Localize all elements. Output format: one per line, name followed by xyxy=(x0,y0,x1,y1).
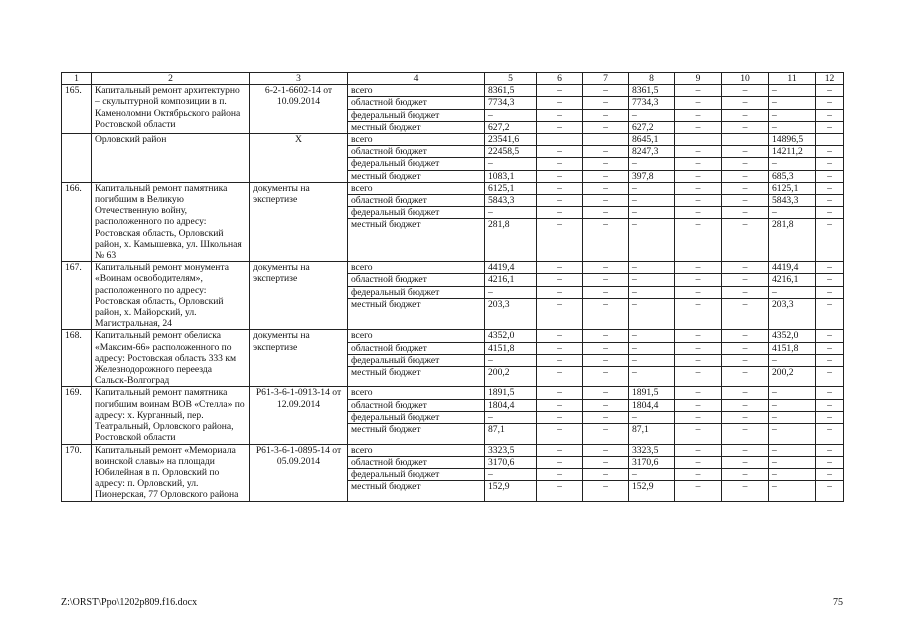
amount-cell xyxy=(675,134,722,146)
amount-cell: – xyxy=(722,342,769,354)
budget-source-label: всего xyxy=(348,262,485,274)
amount-cell: 1891,5 xyxy=(485,387,537,399)
amount-cell: – xyxy=(722,298,769,330)
object-description: Капитальный ремонт «Мемориала воинской славы» на площади Юбилейная в п. Орловский по адресу: п. Орловский, ул. Пионерская, 77 Орловского района xyxy=(92,444,250,501)
amount-cell: – xyxy=(816,121,844,133)
amount-cell: – xyxy=(769,387,816,399)
amount-cell: – xyxy=(816,195,844,207)
amount-cell: – xyxy=(816,456,844,468)
amount-cell: – xyxy=(675,182,722,194)
amount-cell: – xyxy=(722,170,769,182)
amount-cell: – xyxy=(537,367,583,387)
amount-cell: 3170,6 xyxy=(629,456,675,468)
amount-cell: – xyxy=(537,85,583,97)
amount-cell: – xyxy=(629,342,675,354)
amount-cell: – xyxy=(722,367,769,387)
amount-cell: – xyxy=(816,219,844,262)
budget-source-label: областной бюджет xyxy=(348,399,485,411)
amount-cell: – xyxy=(583,207,629,219)
amount-cell: – xyxy=(537,354,583,366)
object-description: Капитальный ремонт архитектурно – скульптурной композиции в п. Каменоломни Октябрьского района Ростовской области xyxy=(92,85,250,134)
amount-cell: – xyxy=(675,298,722,330)
budget-source-label: местный бюджет xyxy=(348,219,485,262)
amount-cell: 200,2 xyxy=(485,367,537,387)
amount-cell: – xyxy=(722,121,769,133)
amount-cell: 8361,5 xyxy=(485,85,537,97)
budget-source-label: местный бюджет xyxy=(348,481,485,501)
amount-cell: 6125,1 xyxy=(485,182,537,194)
amount-cell: – xyxy=(675,354,722,366)
budget-source-label: местный бюджет xyxy=(348,424,485,444)
file-path-footer: Z:\ORST\Ppo\1202p809.f16.docx xyxy=(61,597,198,608)
budget-source-label: федеральный бюджет xyxy=(348,286,485,298)
amount-cell: – xyxy=(722,262,769,274)
amount-cell: 1804,4 xyxy=(629,399,675,411)
amount-cell: – xyxy=(722,97,769,109)
budget-source-label: всего xyxy=(348,387,485,399)
amount-cell: – xyxy=(583,330,629,342)
amount-cell: – xyxy=(537,219,583,262)
amount-cell: – xyxy=(722,207,769,219)
amount-cell: – xyxy=(485,286,537,298)
amount-cell: – xyxy=(537,274,583,286)
amount-cell: 7734,3 xyxy=(485,97,537,109)
amount-cell: – xyxy=(816,481,844,501)
amount-cell: 4151,8 xyxy=(769,342,816,354)
amount-cell: – xyxy=(816,85,844,97)
amount-cell xyxy=(537,134,583,146)
amount-cell: – xyxy=(769,424,816,444)
amount-cell: 4352,0 xyxy=(485,330,537,342)
amount-cell: 203,3 xyxy=(769,298,816,330)
amount-cell: – xyxy=(675,85,722,97)
table-row xyxy=(62,262,844,274)
amount-cell: 7734,3 xyxy=(629,97,675,109)
amount-cell: – xyxy=(629,298,675,330)
amount-cell: – xyxy=(722,274,769,286)
amount-cell: – xyxy=(537,444,583,456)
amount-cell: – xyxy=(722,411,769,423)
amount-cell: 14896,5 xyxy=(769,134,816,146)
page-number: 75 xyxy=(833,597,843,608)
amount-cell: 5843,3 xyxy=(485,195,537,207)
amount-cell: – xyxy=(722,195,769,207)
budget-source-label: областной бюджет xyxy=(348,274,485,286)
amount-cell: – xyxy=(583,468,629,480)
amount-cell: – xyxy=(537,97,583,109)
budget-source-label: федеральный бюджет xyxy=(348,109,485,121)
amount-cell: – xyxy=(629,207,675,219)
expertise-document: Р61-3-6-1-0913-14 от 12.09.2014 xyxy=(250,387,348,444)
amount-cell: – xyxy=(485,468,537,480)
amount-cell: – xyxy=(675,219,722,262)
column-header: 7 xyxy=(583,73,629,85)
amount-cell: – xyxy=(537,207,583,219)
budget-source-label: областной бюджет xyxy=(348,146,485,158)
amount-cell: – xyxy=(816,444,844,456)
amount-cell: – xyxy=(629,330,675,342)
amount-cell: – xyxy=(722,158,769,170)
expertise-document: документы на экспертизе xyxy=(250,262,348,330)
amount-cell: 685,3 xyxy=(769,170,816,182)
column-header: 3 xyxy=(250,73,348,85)
amount-cell: 8247,3 xyxy=(629,146,675,158)
amount-cell: – xyxy=(722,85,769,97)
amount-cell: – xyxy=(722,330,769,342)
amount-cell: – xyxy=(675,207,722,219)
amount-cell: – xyxy=(769,481,816,501)
amount-cell: – xyxy=(485,109,537,121)
amount-cell: – xyxy=(537,481,583,501)
amount-cell: – xyxy=(583,444,629,456)
amount-cell: – xyxy=(629,195,675,207)
amount-cell: – xyxy=(769,354,816,366)
expertise-document: Р61-3-6-1-0895-14 от 05.09.2014 xyxy=(250,444,348,501)
amount-cell: – xyxy=(675,444,722,456)
budget-source-label: всего xyxy=(348,134,485,146)
amount-cell: – xyxy=(583,298,629,330)
amount-cell: – xyxy=(629,219,675,262)
amount-cell: – xyxy=(537,298,583,330)
amount-cell: – xyxy=(675,424,722,444)
amount-cell: – xyxy=(816,170,844,182)
amount-cell: – xyxy=(537,424,583,444)
amount-cell: – xyxy=(675,158,722,170)
column-header: 6 xyxy=(537,73,583,85)
object-description: Капитальный ремонт памятника погибшим воинам ВОВ «Стелла» по адресу: х. Курганный, пер. Театральный, Орловского района, Ростовской области xyxy=(92,387,250,444)
amount-cell: 4419,4 xyxy=(485,262,537,274)
amount-cell: – xyxy=(583,182,629,194)
amount-cell: 627,2 xyxy=(485,121,537,133)
amount-cell: – xyxy=(537,456,583,468)
amount-cell: – xyxy=(583,424,629,444)
amount-cell: – xyxy=(675,330,722,342)
amount-cell: – xyxy=(769,286,816,298)
table-row xyxy=(62,330,844,342)
amount-cell: – xyxy=(675,468,722,480)
amount-cell: – xyxy=(537,286,583,298)
amount-cell: – xyxy=(583,121,629,133)
item-number: 167. xyxy=(62,262,92,330)
amount-cell: – xyxy=(816,298,844,330)
amount-cell: – xyxy=(537,109,583,121)
item-number: 166. xyxy=(62,182,92,261)
amount-cell: – xyxy=(675,146,722,158)
budget-source-label: всего xyxy=(348,330,485,342)
amount-cell: – xyxy=(583,399,629,411)
amount-cell: – xyxy=(583,387,629,399)
amount-cell: 87,1 xyxy=(629,424,675,444)
amount-cell: 1891,5 xyxy=(629,387,675,399)
table-row xyxy=(62,182,844,194)
amount-cell: – xyxy=(722,219,769,262)
amount-cell: – xyxy=(816,97,844,109)
budget-source-label: всего xyxy=(348,444,485,456)
column-header: 5 xyxy=(485,73,537,85)
amount-cell: 4352,0 xyxy=(769,330,816,342)
table-row xyxy=(62,444,844,456)
amount-cell: – xyxy=(816,342,844,354)
amount-cell: – xyxy=(722,424,769,444)
amount-cell: – xyxy=(675,286,722,298)
amount-cell: – xyxy=(816,274,844,286)
amount-cell: – xyxy=(769,158,816,170)
amount-cell: – xyxy=(485,354,537,366)
amount-cell: – xyxy=(722,109,769,121)
amount-cell: – xyxy=(485,158,537,170)
amount-cell: – xyxy=(769,121,816,133)
budget-source-label: местный бюджет xyxy=(348,121,485,133)
amount-cell: – xyxy=(583,456,629,468)
amount-cell: 152,9 xyxy=(629,481,675,501)
amount-cell: – xyxy=(816,207,844,219)
item-number: 165. xyxy=(62,85,92,134)
amount-cell: – xyxy=(816,158,844,170)
amount-cell: – xyxy=(537,468,583,480)
amount-cell: – xyxy=(583,342,629,354)
amount-cell: – xyxy=(583,367,629,387)
amount-cell: – xyxy=(722,354,769,366)
amount-cell: – xyxy=(769,444,816,456)
expertise-document: документы на экспертизе xyxy=(250,330,348,387)
amount-cell: – xyxy=(583,170,629,182)
amount-cell: 397,8 xyxy=(629,170,675,182)
amount-cell: – xyxy=(583,146,629,158)
budget-source-label: местный бюджет xyxy=(348,170,485,182)
amount-cell: – xyxy=(816,411,844,423)
budget-source-label: областной бюджет xyxy=(348,342,485,354)
amount-cell: – xyxy=(537,182,583,194)
amount-cell: – xyxy=(675,195,722,207)
expertise-document: документы на экспертизе xyxy=(250,182,348,261)
amount-cell: 3323,5 xyxy=(485,444,537,456)
amount-cell: – xyxy=(629,274,675,286)
budget-source-label: областной бюджет xyxy=(348,195,485,207)
amount-cell: – xyxy=(769,411,816,423)
amount-cell: – xyxy=(675,387,722,399)
amount-cell: – xyxy=(629,411,675,423)
column-header: 11 xyxy=(769,73,816,85)
amount-cell: – xyxy=(816,367,844,387)
amount-cell: – xyxy=(722,399,769,411)
amount-cell: 8645,1 xyxy=(629,134,675,146)
amount-cell xyxy=(816,134,844,146)
expertise-document: 6-2-1-6602-14 от 10.09.2014 xyxy=(250,85,348,134)
amount-cell: – xyxy=(769,207,816,219)
amount-cell: – xyxy=(583,354,629,366)
amount-cell: – xyxy=(485,411,537,423)
amount-cell: – xyxy=(537,195,583,207)
budget-source-label: областной бюджет xyxy=(348,97,485,109)
amount-cell: – xyxy=(675,274,722,286)
amount-cell: – xyxy=(675,481,722,501)
amount-cell: – xyxy=(816,286,844,298)
amount-cell: – xyxy=(537,399,583,411)
column-header: 10 xyxy=(722,73,769,85)
column-header: 1 xyxy=(62,73,92,85)
amount-cell: – xyxy=(722,182,769,194)
budget-source-label: всего xyxy=(348,182,485,194)
amount-cell: – xyxy=(722,286,769,298)
amount-cell: – xyxy=(816,387,844,399)
amount-cell: – xyxy=(816,468,844,480)
amount-cell: – xyxy=(583,158,629,170)
budget-source-label: федеральный бюджет xyxy=(348,468,485,480)
amount-cell: – xyxy=(675,411,722,423)
amount-cell: – xyxy=(485,207,537,219)
amount-cell: – xyxy=(583,274,629,286)
amount-cell: – xyxy=(722,387,769,399)
item-number xyxy=(62,134,92,183)
amount-cell: – xyxy=(769,456,816,468)
amount-cell: – xyxy=(722,444,769,456)
amount-cell: – xyxy=(816,146,844,158)
amount-cell: – xyxy=(537,387,583,399)
amount-cell: – xyxy=(675,367,722,387)
budget-source-label: федеральный бюджет xyxy=(348,354,485,366)
amount-cell: 87,1 xyxy=(485,424,537,444)
column-header: 9 xyxy=(675,73,722,85)
amount-cell: – xyxy=(722,468,769,480)
amount-cell: 23541,6 xyxy=(485,134,537,146)
amount-cell: 200,2 xyxy=(769,367,816,387)
amount-cell: – xyxy=(537,330,583,342)
budget-source-label: федеральный бюджет xyxy=(348,411,485,423)
amount-cell: – xyxy=(769,468,816,480)
item-number: 169. xyxy=(62,387,92,444)
item-number: 170. xyxy=(62,444,92,501)
amount-cell: – xyxy=(629,158,675,170)
amount-cell: 5843,3 xyxy=(769,195,816,207)
amount-cell: – xyxy=(629,354,675,366)
amount-cell: 203,3 xyxy=(485,298,537,330)
amount-cell: 3323,5 xyxy=(629,444,675,456)
amount-cell: – xyxy=(629,262,675,274)
amount-cell: 281,8 xyxy=(769,219,816,262)
amount-cell: – xyxy=(769,97,816,109)
amount-cell: – xyxy=(675,399,722,411)
budget-table xyxy=(61,72,844,502)
amount-cell: – xyxy=(583,481,629,501)
amount-cell: 4216,1 xyxy=(485,274,537,286)
amount-cell: – xyxy=(583,286,629,298)
amount-cell: 4419,4 xyxy=(769,262,816,274)
amount-cell: – xyxy=(769,109,816,121)
amount-cell: – xyxy=(629,182,675,194)
amount-cell: – xyxy=(537,121,583,133)
amount-cell: – xyxy=(583,219,629,262)
amount-cell: – xyxy=(816,182,844,194)
amount-cell: – xyxy=(816,399,844,411)
amount-cell: – xyxy=(583,97,629,109)
amount-cell: 281,8 xyxy=(485,219,537,262)
amount-cell: – xyxy=(675,342,722,354)
budget-source-label: федеральный бюджет xyxy=(348,158,485,170)
amount-cell: 14211,2 xyxy=(769,146,816,158)
amount-cell: – xyxy=(722,146,769,158)
budget-source-label: местный бюджет xyxy=(348,298,485,330)
table-body xyxy=(62,73,844,502)
object-description: Капитальный ремонт памятника погибшим в Великую Отечественную войну, расположенного по адресу: Ростовская область, Орловский район, х. Камышевка, ул. Школьная № 63 xyxy=(92,182,250,261)
object-description: Капитальный ремонт обелиска «Максим-66» расположенного по адресу: Ростовская область 333 км Железнодорожного переезда Сальск-Волгоград xyxy=(92,330,250,387)
column-header: 4 xyxy=(348,73,485,85)
amount-cell: – xyxy=(675,109,722,121)
amount-cell: – xyxy=(583,411,629,423)
amount-cell xyxy=(722,134,769,146)
amount-cell: – xyxy=(583,85,629,97)
amount-cell: 6125,1 xyxy=(769,182,816,194)
amount-cell: 1083,1 xyxy=(485,170,537,182)
amount-cell: – xyxy=(675,170,722,182)
column-header: 8 xyxy=(629,73,675,85)
amount-cell: – xyxy=(816,424,844,444)
column-header: 12 xyxy=(816,73,844,85)
amount-cell: – xyxy=(722,481,769,501)
budget-source-label: местный бюджет xyxy=(348,367,485,387)
column-number-row xyxy=(62,73,844,85)
amount-cell: – xyxy=(769,85,816,97)
amount-cell: – xyxy=(675,121,722,133)
budget-source-label: всего xyxy=(348,85,485,97)
table-row xyxy=(62,134,844,146)
amount-cell: 627,2 xyxy=(629,121,675,133)
budget-source-label: областной бюджет xyxy=(348,456,485,468)
amount-cell: 152,9 xyxy=(485,481,537,501)
amount-cell: – xyxy=(537,170,583,182)
amount-cell xyxy=(583,134,629,146)
amount-cell: 1804,4 xyxy=(485,399,537,411)
item-number: 168. xyxy=(62,330,92,387)
amount-cell: – xyxy=(629,367,675,387)
expertise-document: X xyxy=(250,134,348,183)
budget-source-label: федеральный бюджет xyxy=(348,207,485,219)
amount-cell: – xyxy=(583,109,629,121)
amount-cell: – xyxy=(816,354,844,366)
amount-cell: – xyxy=(769,399,816,411)
table-row xyxy=(62,387,844,399)
column-header: 2 xyxy=(92,73,250,85)
amount-cell: – xyxy=(816,109,844,121)
amount-cell: – xyxy=(675,262,722,274)
amount-cell: – xyxy=(629,109,675,121)
amount-cell: – xyxy=(583,195,629,207)
object-description: Капитальный ремонт монумента «Воинам освободителям», расположенного по адресу: Ростовская область, Орловский район, х. Майорский, ул. Магистральная, 24 xyxy=(92,262,250,330)
amount-cell: – xyxy=(537,146,583,158)
object-description: Орловский район xyxy=(92,134,250,183)
amount-cell: 3170,6 xyxy=(485,456,537,468)
amount-cell: – xyxy=(583,262,629,274)
table-row xyxy=(62,85,844,97)
amount-cell: – xyxy=(629,286,675,298)
amount-cell: 22458,5 xyxy=(485,146,537,158)
amount-cell: 4151,8 xyxy=(485,342,537,354)
amount-cell: – xyxy=(816,262,844,274)
amount-cell: – xyxy=(629,468,675,480)
amount-cell: – xyxy=(675,456,722,468)
amount-cell: – xyxy=(722,456,769,468)
amount-cell: – xyxy=(537,342,583,354)
amount-cell: 8361,5 xyxy=(629,85,675,97)
amount-cell: – xyxy=(675,97,722,109)
amount-cell: – xyxy=(537,158,583,170)
amount-cell: – xyxy=(537,411,583,423)
amount-cell: 4216,1 xyxy=(769,274,816,286)
amount-cell: – xyxy=(816,330,844,342)
amount-cell: – xyxy=(537,262,583,274)
